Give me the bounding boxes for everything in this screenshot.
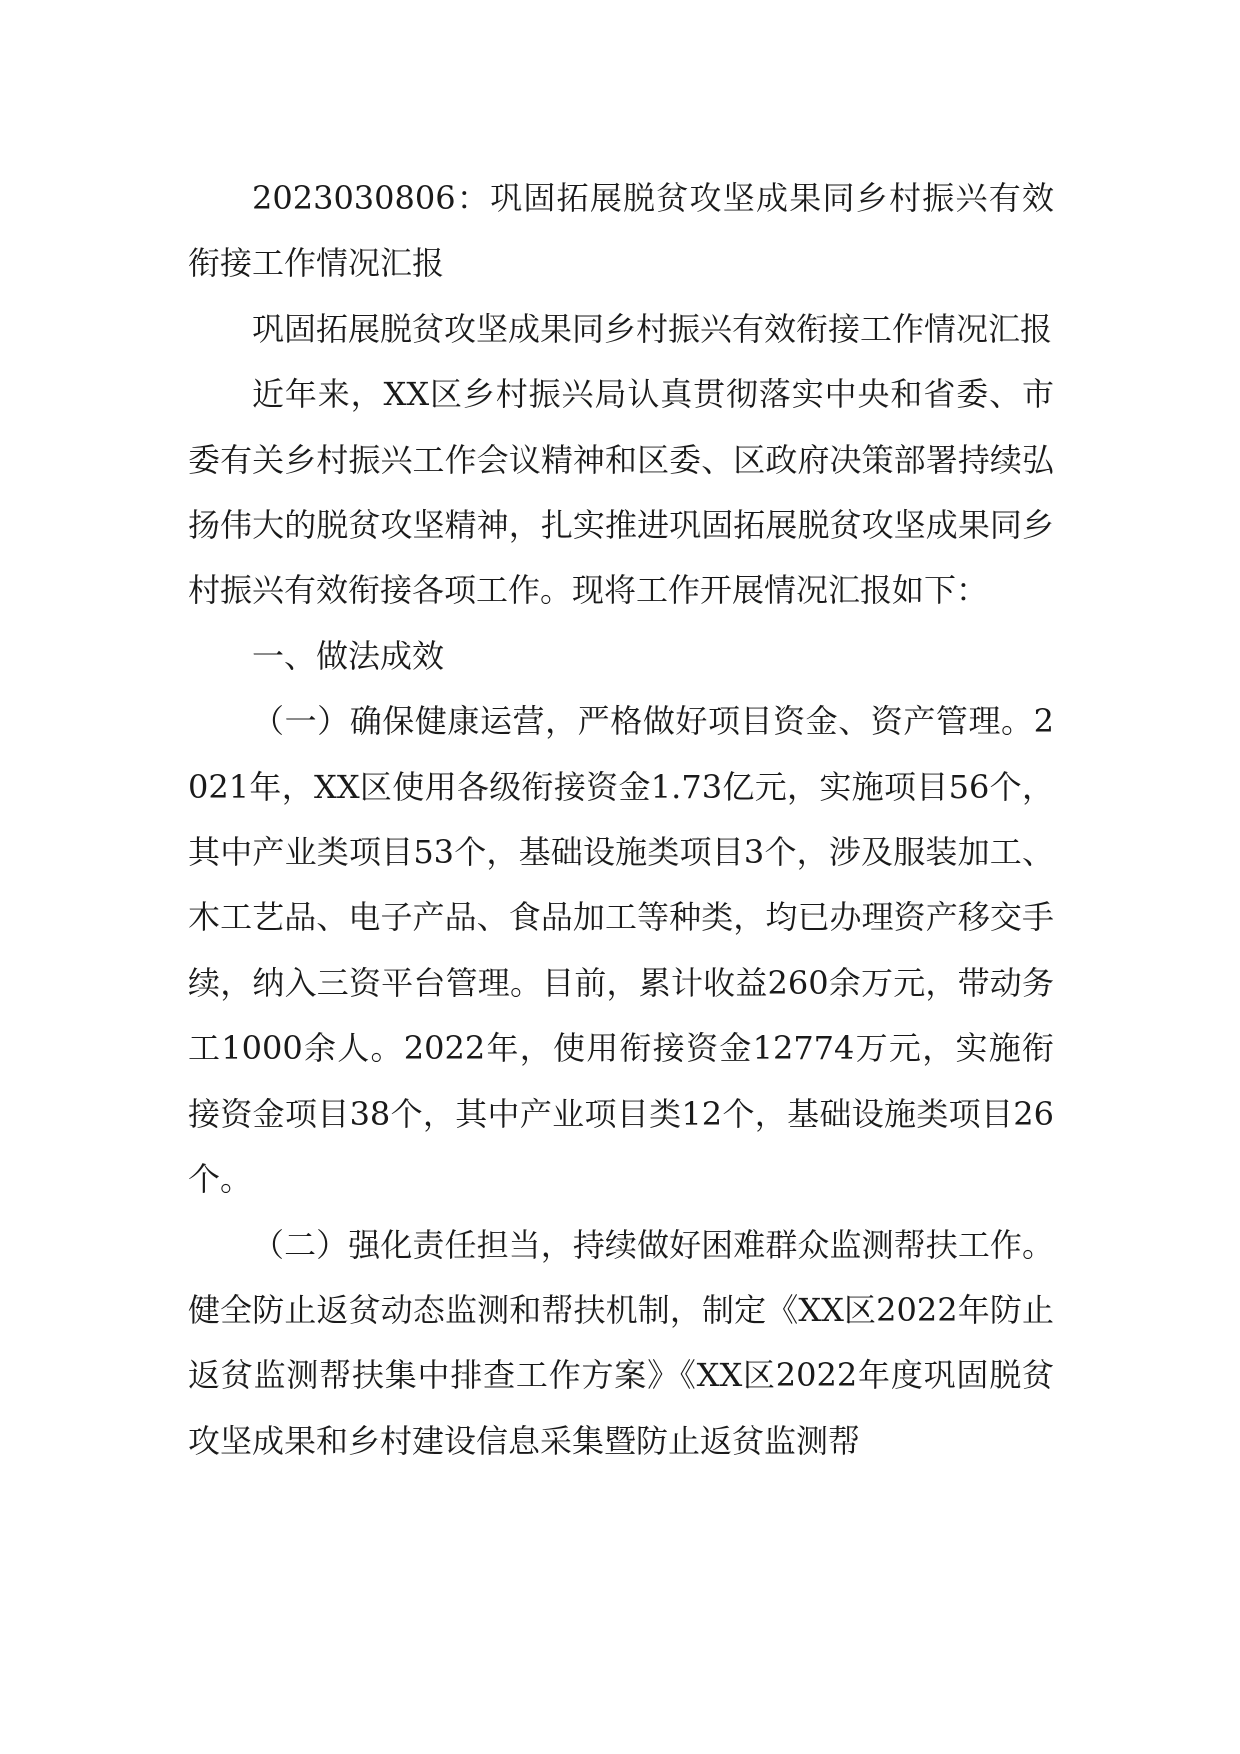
report-title: 巩固拓展脱贫攻坚成果同乡村振兴有效衔接工作情况汇报 — [252, 309, 1053, 348]
section-heading-1: 一、做法成效 — [252, 636, 445, 675]
document-body — [188, 166, 1054, 1474]
subsection-2-paragraph: （二）强化责任担当，持续做好困难群众监测帮扶工作。健全防止返贫动态监测和帮扶机制，制定《XX区2022年防止返贫监测帮扶集中排查工作方案》《XX区2022年度巩固脱贫攻坚成果和乡村建设信息采集暨防止返贫监测帮 — [188, 1225, 1054, 1460]
document-title-line: 2023030806：巩固拓展脱贫攻坚成果同乡村振兴有效衔接工作情况汇报 — [188, 179, 1054, 283]
subsection-1-paragraph: （一）确保健康运营，严格做好项目资金、资产管理。2021年，XX区使用各级衔接资金1.73亿元，实施项目56个，其中产业类项目53个，基础设施类项目3个，涉及服装加工、木工艺品、电子产品、食品加工等种类，均已办理资产移交手续，纳入三资平台管理。目前，累计收益260余万元，带动务工1000余人。2022年，使用衔接资金12774万元，实施衔接资金项目38个，其中产业项目类12个，基础设施类项目26个。 — [188, 702, 1054, 1199]
intro-paragraph: 近年来，XX区乡村振兴局认真贯彻落实中央和省委、市委有关乡村振兴工作会议精神和区委、区政府决策部署持续弘扬伟大的脱贫攻坚精神，扎实推进巩固拓展脱贫攻坚成果同乡村振兴有效衔接各项工作。现将工作开展情况汇报如下： — [188, 375, 1054, 610]
